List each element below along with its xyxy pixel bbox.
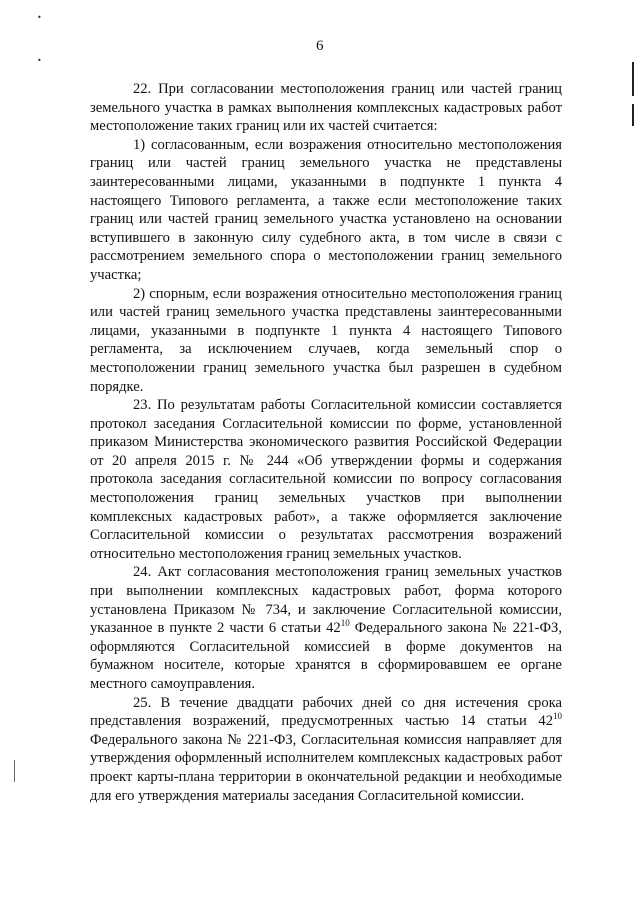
scan-edge-mark: [632, 104, 634, 126]
scan-speck: •: [37, 56, 42, 65]
paragraph-24-text-b: Федерального закона № 221-ФЗ, оформляются Согласительной комиссией в форме документов на бумажном носителе, которые хранятся в сформировавшем ее органе местного самоуправления.: [90, 620, 562, 692]
scan-edge-mark: [14, 760, 15, 782]
paragraph-23: 23. По результатам работы Согласительной комиссии составляется протокол заседания Согласительной комиссии по форме, установленной приказом Министерства экономического развития Российской Федерации от 20 апреля 2015 г. № 244 «Об утверждении формы и содержания протокола заседания согласительной комиссии по вопросу согласования местоположения границ земельных участков при выполнении комплексных кадастровых работ», а также оформляется заключение Согласительной комиссии о результатах рассмотрения возражений относительно местоположения границ земельных участков.: [90, 397, 562, 562]
paragraph-25: [90, 694, 562, 806]
paragraph-22-item-1: 1) согласованным, если возражения относительно местоположения границ или частей границ земельного участка не представлены заинтересованными лицами, указанными в подпункте 1 пункта 4 настоящего Типового регламента, а также если местоположение таких границ или частей границ земельного участка установлено на основании вступившего в законную силу судебного акта, в том числе в связи с рассмотрением земельного спора о местоположении границ земельного участка;: [90, 136, 562, 283]
paragraph-22: 22. При согласовании местоположения границ или частей границ земельного участка в рамках выполнения комплексных кадастровых работ местоположение таких границ или их частей считается:: [90, 81, 562, 135]
paragraph-24-text-a: 24. Акт согласования местоположения границ земельных участков при выполнении комплексных кадастровых работ, форма которого установлена Приказом № 734, и заключение Согласительной комиссии, указанное в пункте 2 части 6 статьи 42: [90, 564, 562, 637]
page-number: 6: [316, 38, 324, 54]
paragraph-24: [90, 563, 562, 693]
document-body: [90, 80, 562, 805]
scan-speck: •: [37, 13, 42, 22]
paragraph-24-superscript: 10: [340, 618, 350, 629]
paragraph-22-item-2: 2) спорным, если возражения относительно местоположения границ или частей границ земельного участка представлены заинтересованными лицами, указанными в подпункте 1 пункта 4 настоящего Типового регламента, за исключением случаев, когда земельный спор о местоположении границ земельного участка был разрешен в судебном порядке.: [90, 285, 562, 395]
scan-edge-mark: [632, 62, 634, 96]
paragraph-25-superscript: 10: [553, 711, 562, 722]
paragraph-25-text-a: 25. В течение двадцати рабочих дней со дня истечения срока представления возражений, предусмотренных частью 14 статьи 42: [90, 694, 562, 730]
paragraph-25-text-b: Федерального закона № 221-ФЗ, Согласительная комиссия направляет для утверждения оформленный исполнителем комплексных кадастровых работ проект карты-плана территории в окончательной редакции и необходимые для его утверждения материалы заседания Согласительной комиссии.: [90, 731, 562, 804]
